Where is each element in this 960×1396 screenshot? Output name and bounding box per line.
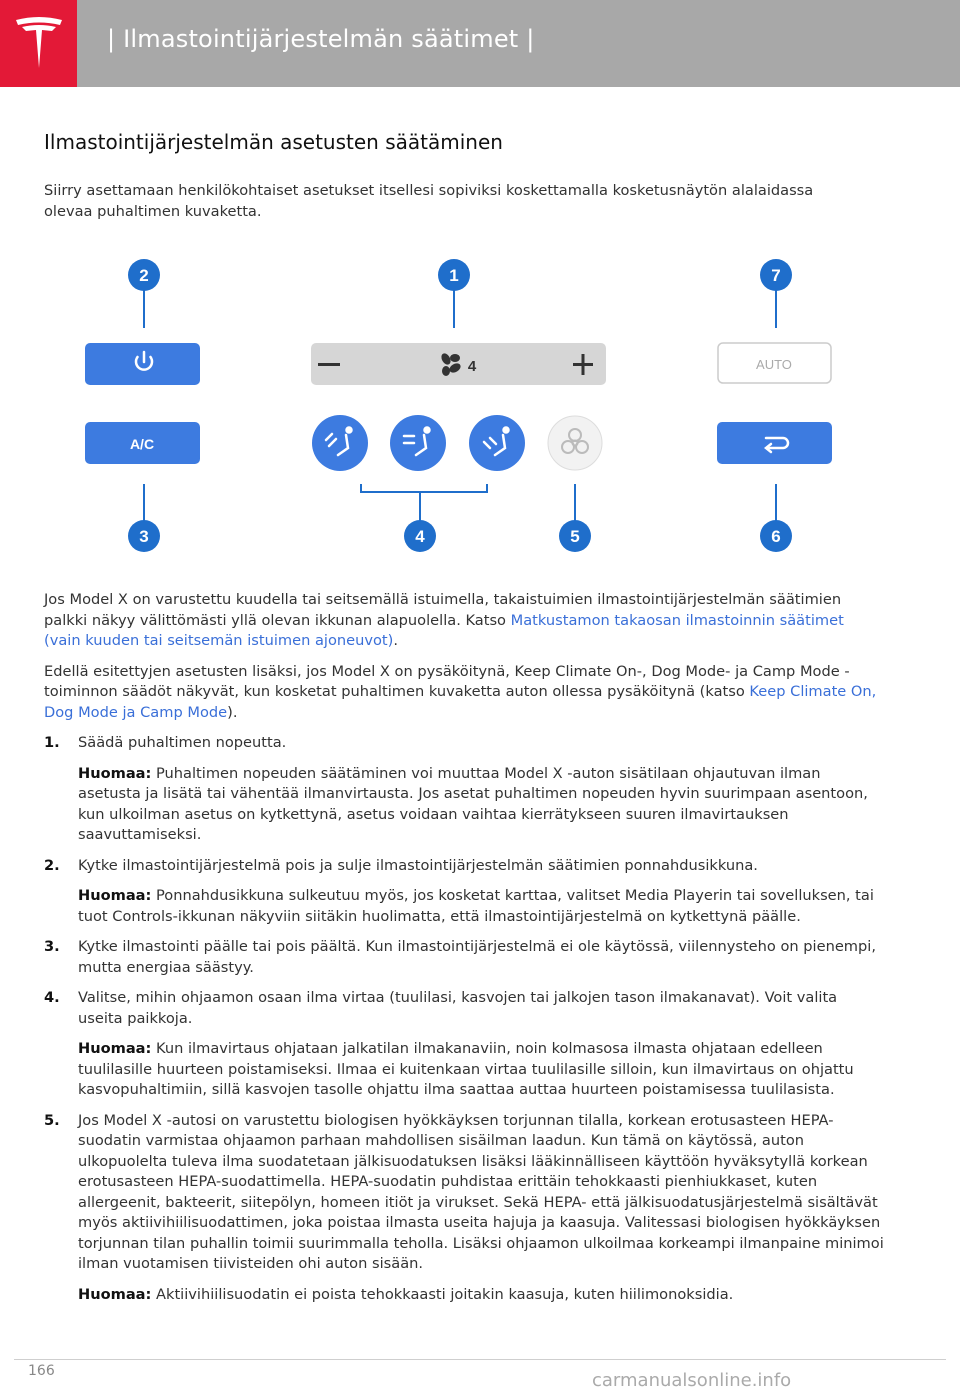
list-item: 3. Kytke ilmastointi päälle tai pois päältä. Kun ilmastointijärjestelmä ei ole käytössä, viilennysteho on pienempi, mutta energiaa säästyy. xyxy=(44,938,876,976)
airflow-face-button[interactable] xyxy=(390,415,446,471)
page-number: 166 xyxy=(28,1363,55,1379)
list-item: 4. Valitse, mihin ohjaamon osaan ilma virtaa (tuulilasi, kasvojen tai jalkojen tason ilmakanavat). Voit valita useita paikkoja. Huomaa: Kun ilmavirtaus ohjataan jalkatilan ilmakanaviin, noin kolmasosa ilmasta ohjataan edelleen tuulilasille huurteen poistamiseksi. Ilmaa ei kuitenkaan virtaa tuulilasille silloin, kun ilmavirtaus on ohjattu kasvopuhaltimiin, sillä kasvojen tasolle ohjattu ilma saattaa auttaa huurteen poistamisessa tuulilasista. xyxy=(44,988,884,1101)
paragraph-rear-controls: Jos Model X on varustettu kuudella tai seitsemällä istuimella, takaistuimien ilmastointijärjestelmän säätimien palkki näkyy välittömästi yllä olevan ikkunan alapuolella. Katso Matkustamon takaosan ilmastoinnin säätimet (vain kuuden tai seitsemän istuimen ajoneuvot). xyxy=(44,591,844,649)
camp-mode-link[interactable]: Keep Climate On, Dog Mode ja Camp Mode xyxy=(44,683,877,721)
callout-1 xyxy=(438,259,470,291)
recirculate-button[interactable] xyxy=(717,422,832,464)
list-item: 2. Kytke ilmastointijärjestelmä pois ja sulje ilmastointijärjestelmän säätimien ponnahdusikkuna. Huomaa: Ponnahdusikkuna sulkeutuu myös, jos kosketat karttaa, valitset Media Playerin tai sovelluksen, tai tuot Controls-ikkunan näkyviin siitäkin huolimatta, että ilmastointijärjestelmä on kytkettynä päälle. xyxy=(44,856,884,928)
callout-2 xyxy=(128,259,160,291)
fan-speed-value: 4 xyxy=(467,358,477,375)
svg-text:6: 6 xyxy=(771,527,781,546)
callout-5 xyxy=(559,520,591,552)
svg-text:3: 3 xyxy=(139,527,149,546)
svg-text:7: 7 xyxy=(771,266,781,285)
airflow-feet-button[interactable] xyxy=(469,415,525,471)
bioweapon-defense-button[interactable] xyxy=(548,416,602,470)
tesla-logo xyxy=(0,0,77,87)
auto-button[interactable] xyxy=(718,343,831,383)
callout-7 xyxy=(760,259,792,291)
footer-divider xyxy=(14,1359,946,1360)
svg-text:2: 2 xyxy=(139,266,149,285)
list-item: 5. Jos Model X -autosi on varustettu biologisen hyökkäyksen torjunnan tilalla, korkean erotusasteen HEPA-suodatin varmistaa ohjaamon parhaan mahdollisen sisäilman laadun. Kun tämä on käytössä, auton ulkopuolelta tuleva ilma suodatetaan jälkisuodatuksen lisäksi lääkinnälliseen käyttöön hyväksytyllä korkean erotusasteen HEPA-suodattimella. HEPA-suodatin puhdistaa erittäin tehokkaasti pienhiukkaset, kuten allergeenit, bakteerit, siitepölyn, homeen itiöt ja virukset. Sekä HEPA- että jälkisuodatusjärjestelmä sisältävät myös aktiivihiilisuodattimen, joka poistaa ilmasta useita hajuja ja kaasuja. Valitessasi biologisen hyökkäyksen torjunnan tilan puhallin toimii suurimmalla teholla. Lisäksi ohjaamon ulkoilmaa korkeampi ilmanpaine minimoi ilman vuotamisen tiivisteiden ohi auton sisään. Huomaa: Aktiivihiilisuodatin ei poista tehokkaasti joitakin kaasuja, kuten hiilimonoksidia. xyxy=(44,1111,884,1306)
callout-4 xyxy=(404,520,436,552)
svg-text:4: 4 xyxy=(415,527,425,546)
header-title: | Ilmastointijärjestelmän säätimet | xyxy=(107,25,535,53)
climate-controls-figure xyxy=(0,250,960,560)
svg-text:A/C: A/C xyxy=(129,436,155,452)
note: Huomaa: Kun ilmavirtaus ohjataan jalkatilan ilmakanaviin, noin kolmasosa ilmasta ohjataan edelleen tuulilasille huurteen poistamiseksi. Ilmaa ei kuitenkaan virtaa tuulilasille silloin, kun ilmavirtaus on ohjattu kasvopuhaltimiin, sillä kasvojen tasolle ohjattu ilma saattaa auttaa huurteen poistamisessa tuulilasista. xyxy=(78,1040,854,1098)
callout-3 xyxy=(128,520,160,552)
airflow-windshield-button[interactable] xyxy=(312,415,368,471)
paragraph-parked-modes: Edellä esitettyjen asetusten lisäksi, jos Model X on pysäköitynä, Keep Climate On-, Dog Mode- ja Camp Mode -toiminnon säädöt näkyvät, kun kosketat puhaltimen kuvaketta auton ollessa pysäköitynä (katso Keep Climate On, Dog Mode ja Camp Mode). xyxy=(44,662,877,721)
watermark: carmanualsonline.info xyxy=(592,1370,792,1391)
tesla-logo-icon xyxy=(14,16,64,72)
list-item: 1. Säädä puhaltimen nopeutta. Huomaa: Puhaltimen nopeuden säätäminen voi muuttaa Model X -auton sisätilaan ohjautuvan ilman asetusta ja lisätä tai vähentää ilmanvirtausta. Jos asetat puhaltimen nopeuden hyvin suurimpaan asentoon, kun ulkoilman asetus on kytkettynä, asetus voidaan vaihtaa kierrätykseen suuren ilmavirtauksen saavuttamiseksi. xyxy=(44,733,884,846)
fan-speed-bar xyxy=(311,343,606,385)
callout-6 xyxy=(760,520,792,552)
svg-text:1: 1 xyxy=(449,266,459,285)
fan-decrease-button[interactable] xyxy=(318,363,340,366)
note: Huomaa: Puhaltimen nopeuden säätäminen voi muuttaa Model X -auton sisätilaan ohjautuvan ilman asetusta ja lisätä tai vähentää ilmanvirtausta. Jos asetat puhaltimen nopeuden hyvin suurimpaan asentoon, kun ulkoilman asetus on kytkettynä, asetus voidaan vaihtaa kierrätykseen suuren ilmavirtauksen saavuttamiseksi. xyxy=(78,764,868,843)
note: Huomaa: Ponnahdusikkuna sulkeutuu myös, jos kosketat karttaa, valitset Media Playerin tai sovelluksen, tai tuot Controls-ikkunan näkyviin siitäkin huolimatta, että ilmastointijärjestelmä on kytkettynä päälle. xyxy=(78,887,874,925)
intro-text: Siirry asettamaan henkilökohtaiset asetukset itsellesi sopiviksi koskettamalla kosketusnäytön alalaidassa olevaa puhaltimen kuvaketta. xyxy=(44,182,814,220)
svg-text:AUTO: AUTO xyxy=(756,357,792,372)
ac-button[interactable] xyxy=(85,422,200,464)
note: Huomaa: Aktiivihiilisuodatin ei poista tehokkaasti joitakin kaasuja, kuten hiilimonoksidia. xyxy=(78,1285,734,1303)
page-header xyxy=(0,0,960,87)
rear-climate-link[interactable]: Matkustamon takaosan ilmastoinnin säätimet (vain kuuden tai seitsemän istuimen ajoneuvot) xyxy=(44,611,844,649)
svg-text:5: 5 xyxy=(570,527,580,546)
power-button[interactable] xyxy=(85,343,200,385)
body-text xyxy=(44,590,884,1315)
section-title: Ilmastointijärjestelmän asetusten säätäminen xyxy=(44,130,503,154)
